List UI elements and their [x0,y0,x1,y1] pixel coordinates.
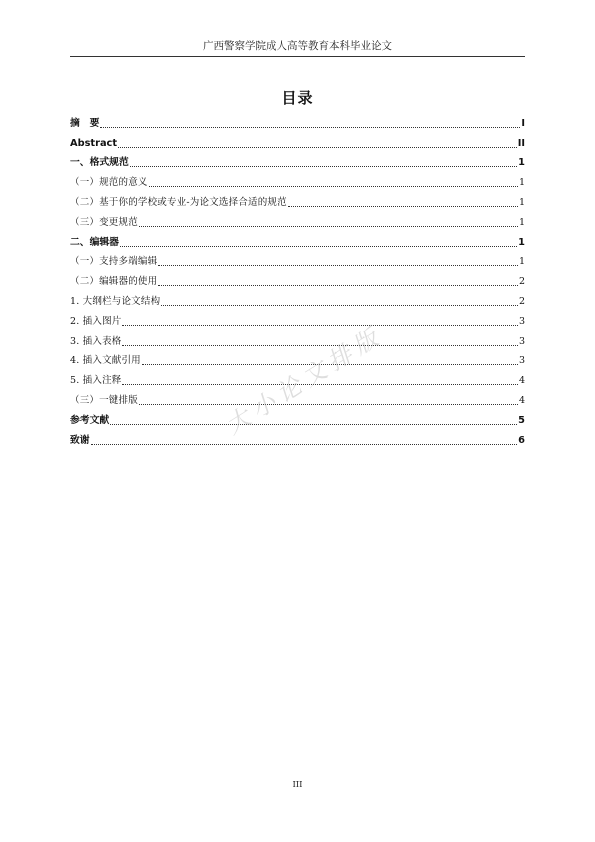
toc-entry-page: 5 [518,414,525,426]
toc-entry-page: II [517,137,525,149]
toc-leader [158,285,518,286]
toc-entry-acknowledgement[interactable] [70,428,525,448]
toc-entry-page: 4 [518,394,525,406]
toc-entry-page: I [521,117,525,129]
toc-entry-text: 摘 要 [70,117,100,129]
toc-leader [139,404,518,405]
toc-entry-text: 二、编辑器 [70,236,119,248]
toc-entry-page: 2 [518,276,525,288]
toc-entry-text: 4. 插入文献引用 [70,355,141,367]
watermark: 大小论文排版 [220,320,389,440]
toc-entry-insert-image[interactable] [70,309,525,329]
toc-entry-spec-meaning[interactable] [70,170,525,190]
toc-entry-page: 6 [518,434,525,446]
toc-entry-insert-table[interactable] [70,329,525,349]
toc-entry-text: 2. 插入图片 [70,315,122,327]
toc-entry-page: 4 [518,375,525,387]
toc-entry-page: 1 [518,216,525,228]
toc-leader [139,226,518,227]
toc-entry-insert-citation[interactable] [70,349,525,369]
toc-entry-multi-device[interactable] [70,250,525,270]
toc-entry-page: 3 [518,315,525,327]
toc-leader [288,206,518,207]
toc-leader [118,147,517,148]
toc-entry-page: 2 [518,295,525,307]
toc-entry-text: （三）变更规范 [70,216,138,228]
toc-entry-text: 致谢 [70,434,90,446]
toc-leader [149,186,518,187]
toc-entry-text: （二）编辑器的使用 [70,276,158,288]
toc-entry-text: （一）规范的意义 [70,177,148,189]
toc-leader [122,345,517,346]
page-number: III [292,780,303,790]
toc-leader [100,127,520,128]
toc-leader [122,325,517,326]
toc-entry-abstract-cn[interactable] [70,111,525,131]
toc-entry-change-spec[interactable] [70,210,525,230]
header-rule [70,56,525,57]
toc-leader [122,384,517,385]
toc-entry-editor[interactable] [70,230,525,250]
toc-entry-text: 1. 大纲栏与论文结构 [70,295,161,307]
toc-entry-text: （二）基于你的学校或专业-为论文选择合适的规范 [70,196,287,208]
toc-entry-text: （三）一键排版 [70,394,138,406]
table-of-contents [70,111,525,448]
toc-entry-format-spec[interactable] [70,151,525,171]
toc-entry-text: 参考文献 [70,414,110,426]
toc-entry-text: 一、格式规范 [70,157,129,169]
toc-entry-page: 1 [518,236,525,248]
toc-entry-references[interactable] [70,408,525,428]
toc-leader [158,265,518,266]
toc-entry-text: 3. 插入表格 [70,335,122,347]
toc-entry-page: 3 [518,355,525,367]
toc-entry-text: 5. 插入注释 [70,375,122,387]
toc-entry-page: 1 [518,196,525,208]
toc-entry-choose-spec[interactable] [70,190,525,210]
toc-entry-outline[interactable] [70,289,525,309]
toc-entry-page: 1 [518,256,525,268]
toc-entry-page: 1 [518,177,525,189]
toc-entry-text: （一）支持多端编辑 [70,256,158,268]
toc-leader [120,246,517,247]
toc-leader [161,305,518,306]
toc-entry-page: 1 [518,157,525,169]
toc-entry-insert-note[interactable] [70,368,525,388]
toc-entry-one-click-layout[interactable] [70,388,525,408]
toc-title: 目录 [281,89,314,107]
toc-entry-page: 3 [518,335,525,347]
toc-leader [110,424,517,425]
toc-entry-editor-usage[interactable] [70,269,525,289]
toc-entry-abstract-en[interactable] [70,131,525,151]
page-header: 广西警察学院成人高等教育本科毕业论文 [203,40,392,52]
toc-leader [91,444,518,445]
toc-entry-text: Abstract [70,137,118,149]
toc-leader [130,166,517,167]
toc-leader [142,364,518,365]
